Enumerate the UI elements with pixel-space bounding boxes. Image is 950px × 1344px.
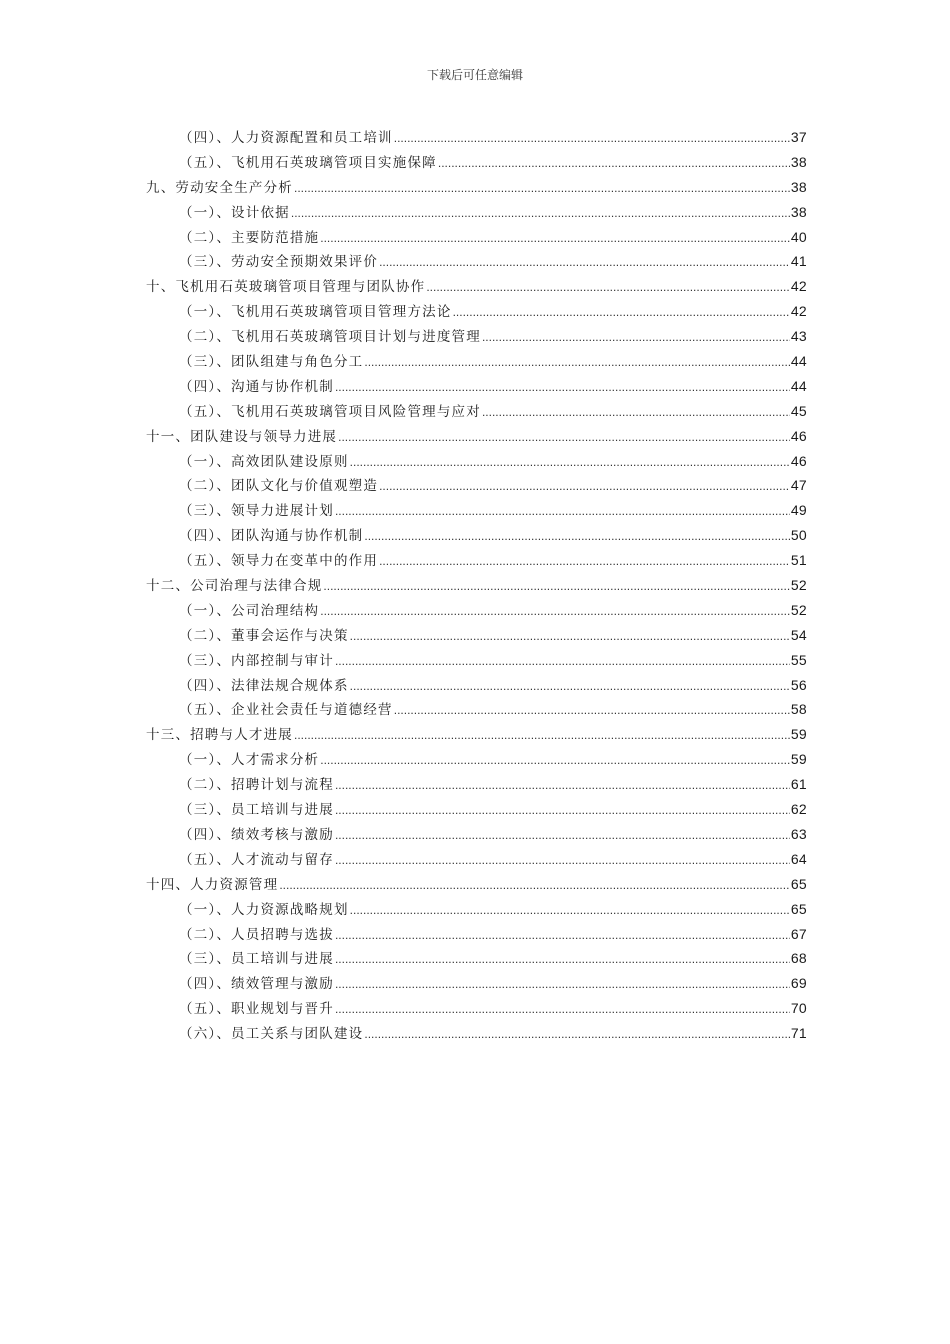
- toc-section-entry[interactable]: [146, 697, 807, 722]
- toc-page-number: 67: [790, 925, 807, 942]
- toc-page-number: 54: [790, 626, 807, 643]
- dot-leader: [320, 748, 790, 773]
- toc-entry-title: 十三、招聘与人才进展: [146, 727, 293, 744]
- dot-leader: [335, 947, 790, 972]
- toc-section-entry[interactable]: [146, 200, 807, 225]
- dot-leader: [350, 898, 790, 923]
- toc-section-entry[interactable]: [146, 996, 807, 1021]
- dot-leader: [379, 549, 790, 574]
- toc-section-entry[interactable]: [146, 249, 807, 274]
- dot-leader: [320, 599, 790, 624]
- toc-chapter-entry[interactable]: [146, 274, 807, 299]
- dot-leader: [364, 524, 789, 549]
- dot-leader: [335, 649, 790, 674]
- toc-section-entry[interactable]: [146, 847, 807, 872]
- toc-page-number: 46: [790, 427, 807, 444]
- toc-entry-title: 十、飞机用石英玻璃管项目管理与团队协作: [146, 279, 426, 296]
- dot-leader: [350, 674, 790, 699]
- toc-page-number: 71: [790, 1025, 807, 1042]
- toc-page-number: 58: [790, 701, 807, 718]
- toc-entry-title: （二）、招聘计划与流程: [179, 777, 334, 794]
- toc-page-number: 65: [790, 900, 807, 917]
- dot-leader: [335, 375, 790, 400]
- dot-leader: [482, 325, 790, 350]
- dot-leader: [338, 425, 790, 450]
- dot-leader: [291, 201, 790, 226]
- toc-page-number: 45: [790, 402, 807, 419]
- toc-page-number: 63: [790, 825, 807, 842]
- table-of-contents: [146, 125, 807, 1046]
- toc-section-entry[interactable]: [146, 449, 807, 474]
- toc-page-number: 37: [790, 129, 807, 145]
- toc-page-number: 42: [790, 278, 807, 295]
- toc-entry-title: （二）、董事会运作与决策: [179, 627, 349, 644]
- dot-leader: [394, 698, 790, 723]
- toc-page-number: 49: [790, 502, 807, 519]
- toc-page-number: 56: [790, 676, 807, 693]
- toc-section-entry[interactable]: [146, 225, 807, 250]
- dot-leader: [394, 126, 790, 151]
- toc-page-number: 44: [790, 377, 807, 394]
- dot-leader: [294, 176, 790, 201]
- toc-section-entry[interactable]: [146, 772, 807, 797]
- toc-entry-title: （四）、团队沟通与协作机制: [179, 528, 364, 545]
- dot-leader: [426, 275, 790, 300]
- dot-leader: [364, 1022, 789, 1047]
- toc-entry-title: （四）、绩效考核与激励: [179, 826, 334, 843]
- dot-leader: [350, 450, 790, 475]
- toc-entry-title: （五）、领导力在变革中的作用: [179, 553, 379, 570]
- toc-page-number: 59: [790, 726, 807, 743]
- toc-page-number: 47: [790, 477, 807, 494]
- dot-leader: [335, 773, 790, 798]
- toc-entry-title: （一）、飞机用石英玻璃管项目管理方法论: [179, 304, 452, 321]
- dot-leader: [335, 823, 790, 848]
- toc-page-number: 68: [790, 950, 807, 967]
- toc-entry-title: （一）、人力资源战略规划: [179, 901, 349, 918]
- toc-chapter-entry[interactable]: [146, 424, 807, 449]
- toc-page-number: 41: [790, 253, 807, 270]
- toc-entry-title: （五）、人才流动与留存: [179, 851, 334, 868]
- toc-section-entry[interactable]: [146, 324, 807, 349]
- toc-section-entry[interactable]: [146, 747, 807, 772]
- toc-entry-title: （三）、团队组建与角色分工: [179, 354, 364, 371]
- toc-page-number: 38: [790, 178, 807, 195]
- dot-leader: [335, 848, 790, 873]
- toc-entry-title: （四）、人力资源配置和员工培训: [179, 130, 393, 146]
- toc-entry-title: （二）、主要防范措施: [179, 229, 320, 246]
- dot-leader: [379, 250, 790, 275]
- toc-section-entry[interactable]: [146, 1021, 807, 1046]
- toc-entry-title: （五）、企业社会责任与道德经营: [179, 702, 393, 719]
- toc-page-number: 69: [790, 975, 807, 992]
- toc-entry-title: （二）、人员招聘与选拔: [179, 926, 334, 943]
- dot-leader: [294, 723, 790, 748]
- toc-page-number: 42: [790, 303, 807, 320]
- toc-section-entry[interactable]: [146, 349, 807, 374]
- toc-page-number: 52: [790, 601, 807, 618]
- toc-page-number: 65: [790, 875, 807, 892]
- toc-entry-title: （一）、高效团队建设原则: [179, 453, 349, 470]
- toc-entry-title: （二）、团队文化与价值观塑造: [179, 478, 379, 495]
- toc-chapter-entry[interactable]: [146, 872, 807, 897]
- toc-section-entry[interactable]: [146, 797, 807, 822]
- toc-chapter-entry[interactable]: [146, 175, 807, 200]
- toc-entry-title: （三）、领导力进展计划: [179, 503, 334, 520]
- toc-section-entry[interactable]: [146, 822, 807, 847]
- toc-section-entry[interactable]: [146, 125, 807, 150]
- toc-entry-title: 十一、团队建设与领导力进展: [146, 428, 338, 445]
- toc-entry-title: 九、劳动安全生产分析: [146, 179, 293, 196]
- toc-page-number: 44: [790, 353, 807, 370]
- toc-page-number: 55: [790, 651, 807, 668]
- toc-section-entry[interactable]: [146, 548, 807, 573]
- dot-leader: [335, 499, 790, 524]
- page-header: 下载后可任意编辑: [426, 68, 523, 82]
- toc-section-entry[interactable]: [146, 498, 807, 523]
- dot-leader: [335, 923, 790, 948]
- toc-section-entry[interactable]: [146, 648, 807, 673]
- toc-section-entry[interactable]: [146, 299, 807, 324]
- toc-page-number: 64: [790, 850, 807, 867]
- toc-entry-title: （一）、公司治理结构: [179, 602, 320, 619]
- toc-entry-title: （四）、沟通与协作机制: [179, 378, 334, 395]
- toc-entry-title: 十二、公司治理与法律合规: [146, 578, 323, 595]
- toc-section-entry[interactable]: [146, 523, 807, 548]
- dot-leader: [453, 300, 790, 325]
- dot-leader: [379, 474, 790, 499]
- dot-leader: [335, 798, 790, 823]
- toc-page-number: 50: [790, 527, 807, 544]
- dot-leader: [279, 873, 790, 898]
- toc-entry-title: （一）、人才需求分析: [179, 752, 320, 769]
- toc-entry-title: （六）、员工关系与团队建设: [179, 1026, 364, 1043]
- toc-page-number: 61: [790, 776, 807, 793]
- toc-page-number: 62: [790, 801, 807, 818]
- dot-leader: [335, 972, 790, 997]
- toc-entry-title: （三）、劳动安全预期效果评价: [179, 254, 379, 271]
- toc-entry-title: （三）、内部控制与审计: [179, 652, 334, 669]
- toc-entry-title: （四）、绩效管理与激励: [179, 976, 334, 993]
- dot-leader: [438, 151, 790, 176]
- toc-section-entry[interactable]: [146, 946, 807, 971]
- toc-section-entry[interactable]: [146, 473, 807, 498]
- dot-leader: [364, 350, 789, 375]
- toc-page-number: 59: [790, 751, 807, 768]
- toc-section-entry[interactable]: [146, 897, 807, 922]
- toc-section-entry[interactable]: [146, 374, 807, 399]
- toc-page-number: 38: [790, 203, 807, 220]
- dot-leader: [350, 624, 790, 649]
- toc-page-number: 40: [790, 228, 807, 245]
- dot-leader: [335, 997, 790, 1022]
- toc-section-entry[interactable]: [146, 623, 807, 648]
- toc-page-number: 46: [790, 452, 807, 469]
- toc-section-entry[interactable]: [146, 971, 807, 996]
- toc-entry-title: （四）、法律法规合规体系: [179, 677, 349, 694]
- toc-page-number: 51: [790, 552, 807, 569]
- toc-page-number: 43: [790, 328, 807, 345]
- dot-leader: [482, 400, 790, 425]
- toc-section-entry[interactable]: [146, 150, 807, 175]
- toc-section-entry[interactable]: [146, 922, 807, 947]
- toc-page-number: 38: [790, 153, 807, 170]
- toc-page-number: 52: [790, 577, 807, 594]
- dot-leader: [323, 574, 789, 599]
- toc-entry-title: （一）、设计依据: [179, 204, 290, 221]
- toc-entry-title: （五）、飞机用石英玻璃管项目实施保障: [179, 154, 437, 171]
- toc-section-entry[interactable]: [146, 673, 807, 698]
- toc-chapter-entry[interactable]: [146, 722, 807, 747]
- toc-entry-title: 十四、人力资源管理: [146, 876, 279, 893]
- toc-page-number: 70: [790, 1000, 807, 1017]
- toc-entry-title: （二）、飞机用石英玻璃管项目计划与进度管理: [179, 329, 481, 346]
- toc-entry-title: （五）、飞机用石英玻璃管项目风险管理与应对: [179, 403, 481, 420]
- dot-leader: [320, 226, 790, 251]
- toc-entry-title: （三）、员工培训与进展: [179, 802, 334, 819]
- toc-entry-title: （五）、职业规划与晋升: [179, 1001, 334, 1018]
- toc-chapter-entry[interactable]: [146, 573, 807, 598]
- toc-entry-title: （三）、员工培训与进展: [179, 951, 334, 968]
- toc-section-entry[interactable]: [146, 399, 807, 424]
- toc-section-entry[interactable]: [146, 598, 807, 623]
